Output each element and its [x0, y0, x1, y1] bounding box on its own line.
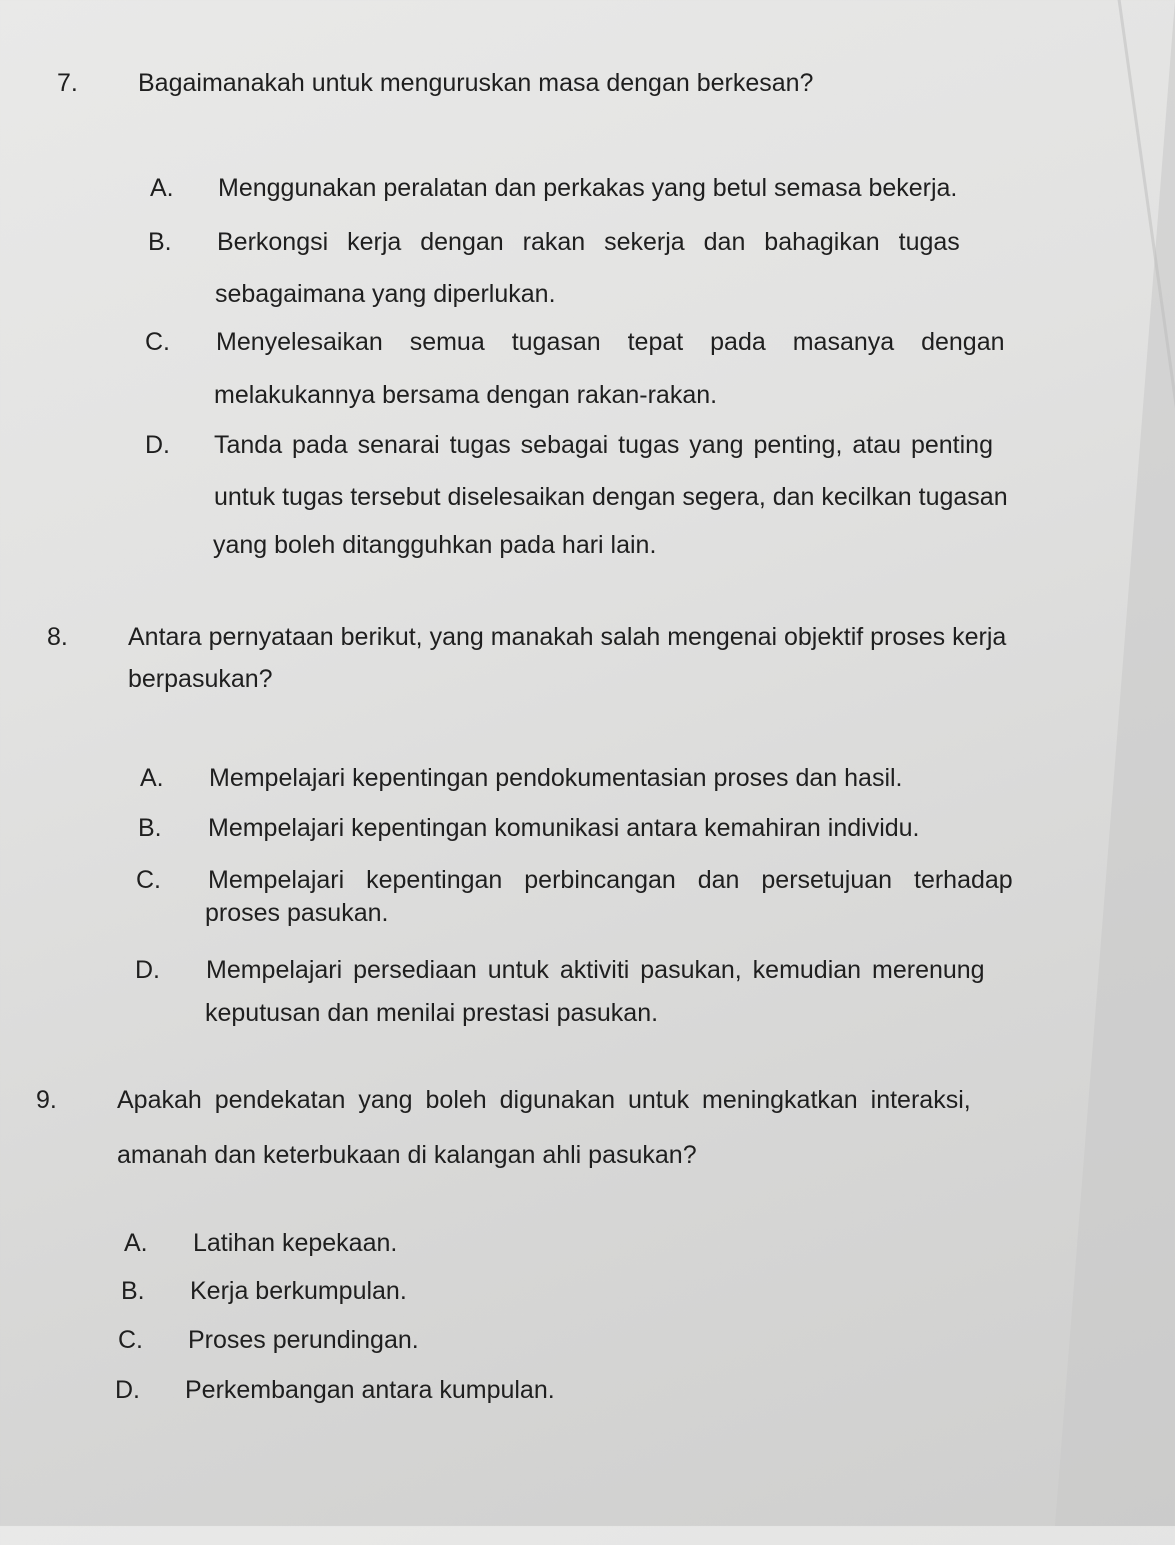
option-text: Mempelajari kepentingan pendokumentasian proses dan hasil. [209, 764, 903, 792]
option-text: yang boleh ditangguhkan pada hari lain. [213, 531, 657, 559]
option-letter: D. [115, 1376, 140, 1404]
option-text: melakukannya bersama dengan rakan-rakan. [214, 381, 718, 409]
option-letter: A. [124, 1229, 148, 1257]
option-text: proses pasukan. [205, 899, 389, 927]
question-text: Bagaimanakah untuk menguruskan masa dengan berkesan? [138, 69, 814, 97]
option-letter: B. [138, 814, 162, 842]
option-letter: A. [150, 174, 174, 202]
question-text: berpasukan? [128, 665, 273, 693]
question-text: Antara pernyataan berikut, yang manakah salah mengenai objektif proses kerja [128, 623, 1007, 651]
question-number: 9. [36, 1086, 57, 1114]
option-text: untuk tugas tersebut diselesaikan dengan segera, dan kecilkan tugasan [214, 483, 1008, 511]
question-text: amanah dan keterbukaan di kalangan ahli pasukan? [117, 1141, 697, 1169]
question-number: 8. [47, 623, 68, 651]
option-letter: C. [118, 1326, 143, 1354]
option-text: Berkongsi kerja dengan rakan sekerja dan bahagikan tugas [217, 228, 960, 256]
option-letter: D. [135, 956, 160, 984]
option-text: Menggunakan peralatan dan perkakas yang betul semasa bekerja. [218, 174, 958, 202]
option-text: Perkembangan antara kumpulan. [185, 1376, 555, 1404]
option-text: Proses perundingan. [188, 1326, 419, 1354]
option-letter: B. [148, 228, 172, 256]
option-text: Mempelajari kepentingan perbincangan dan persetujuan terhadap [208, 866, 1013, 894]
option-letter: C. [136, 866, 161, 894]
option-text: Tanda pada senarai tugas sebagai tugas yang penting, atau penting [214, 431, 993, 459]
option-letter: C. [145, 328, 170, 356]
option-text: Mempelajari persediaan untuk aktiviti pasukan, kemudian merenung [206, 956, 985, 984]
question-text: Apakah pendekatan yang boleh digunakan untuk meningkatkan interaksi, [117, 1086, 971, 1114]
option-text: Mempelajari kepentingan komunikasi antara kemahiran individu. [208, 814, 920, 842]
option-text: Kerja berkumpulan. [190, 1277, 407, 1305]
option-text: keputusan dan menilai prestasi pasukan. [205, 999, 659, 1027]
option-letter: A. [140, 764, 164, 792]
option-text: Latihan kepekaan. [193, 1229, 398, 1257]
option-text: Menyelesaikan semua tugasan tepat pada masanya dengan [216, 328, 1005, 356]
question-number: 7. [57, 69, 78, 97]
option-letter: D. [145, 431, 170, 459]
option-letter: B. [121, 1277, 145, 1305]
option-text: sebagaimana yang diperlukan. [215, 280, 556, 308]
